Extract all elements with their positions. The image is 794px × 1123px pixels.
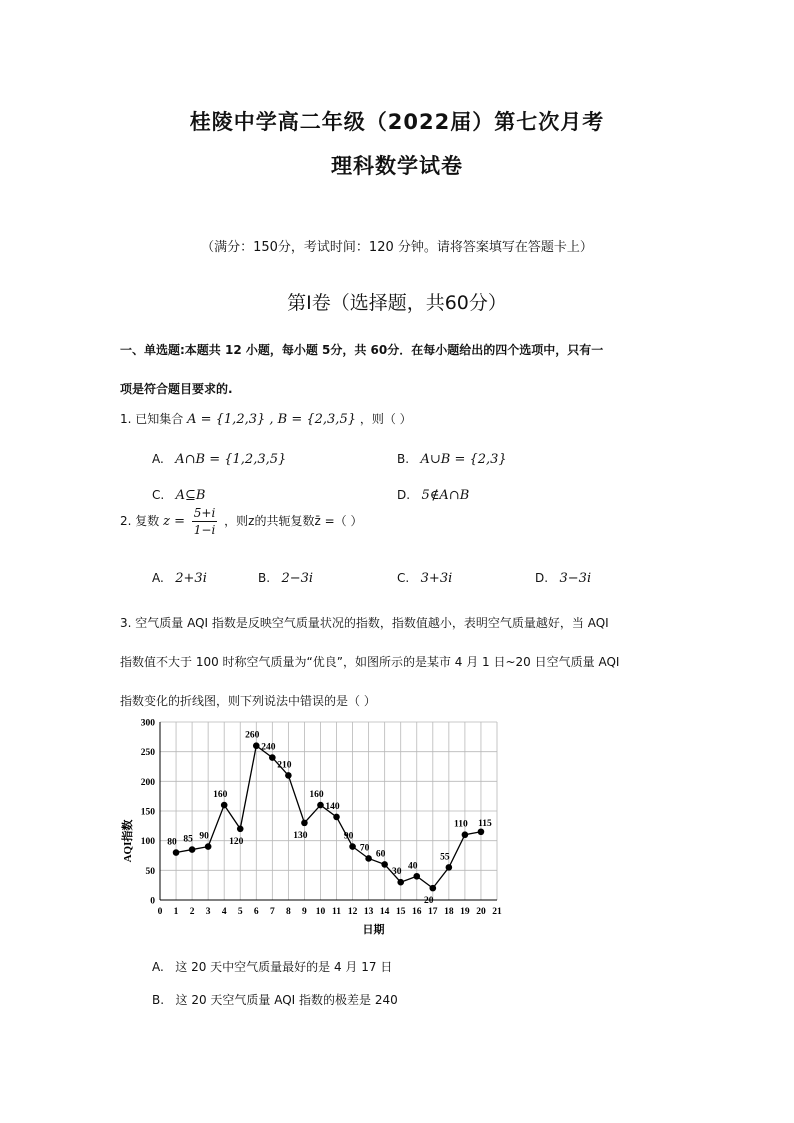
- option-label: D.: [397, 488, 411, 502]
- data-label: 30: [391, 867, 402, 878]
- q2-option-d[interactable]: [535, 571, 591, 586]
- y-tick-label: 250: [140, 748, 155, 759]
- x-tick-label: 14: [379, 907, 390, 917]
- data-label: 140: [325, 801, 340, 812]
- y-tick-label: 300: [140, 718, 155, 729]
- x-tick-label: 19: [460, 907, 470, 917]
- data-label: 90: [199, 831, 209, 842]
- x-tick-label: 9: [302, 907, 307, 917]
- data-label: 110: [454, 819, 468, 830]
- option-text: A∩B = {1,2,3,5}: [175, 452, 287, 467]
- option-label: B.: [258, 571, 271, 585]
- option-text: 这 20 天空气质量 AQI 指数的极差是 240: [175, 993, 398, 1007]
- data-point: [381, 861, 388, 868]
- x-tick-label: 20: [476, 907, 486, 917]
- data-point: [317, 802, 324, 809]
- x-tick-label: 0: [157, 907, 163, 917]
- option-text: A⊆B: [175, 488, 206, 503]
- q1-option-b[interactable]: [397, 452, 507, 467]
- data-point: [173, 849, 180, 856]
- x-tick-label: 21: [492, 907, 502, 917]
- option-text: 3−3i: [559, 571, 592, 586]
- data-point: [462, 831, 469, 838]
- data-label: 120: [229, 836, 244, 847]
- q2-suffix: ，则z的共轭复数z̄ =（ ）: [224, 514, 363, 528]
- x-tick-label: 15: [395, 907, 406, 917]
- data-label: 20: [424, 896, 434, 907]
- data-label: 115: [478, 818, 492, 829]
- section-title: 第Ⅰ卷（选择题，共60分）: [287, 292, 507, 314]
- x-axis-title: 日期: [362, 924, 385, 936]
- q3-line-3: 指数变化的折线图，则下列说法中错误的是（ ）: [120, 694, 376, 708]
- data-point: [253, 742, 260, 749]
- q2-prefix: 2. 复数: [120, 514, 160, 528]
- data-point: [237, 826, 244, 833]
- x-tick-label: 5: [237, 907, 243, 917]
- data-label: 90: [343, 831, 354, 842]
- option-label: A.: [152, 452, 164, 466]
- q2-option-a[interactable]: [152, 571, 207, 586]
- y-tick-label: 50: [145, 866, 155, 877]
- question-2: [120, 505, 362, 538]
- section-instruction-1: 一、单选题:本题共 12 小题，每小题 5分，共 60分．在每小题给出的四个选项中，只有一: [120, 343, 604, 357]
- x-tick-label: 18: [444, 907, 454, 917]
- x-tick-label: 1: [173, 907, 179, 917]
- data-label: 160: [213, 790, 228, 801]
- option-text: 5∉A∩B: [421, 488, 470, 503]
- q1-option-a[interactable]: [152, 452, 286, 467]
- y-axis-title: AQI指数: [122, 819, 134, 863]
- data-label: 130: [293, 830, 308, 841]
- option-label: B.: [397, 452, 410, 466]
- data-label: 260: [245, 730, 260, 741]
- option-text: 2−3i: [281, 571, 314, 586]
- series-line: [176, 746, 481, 888]
- q3-line-1: 3. 空气质量 AQI 指数是反映空气质量状况的指数，指数值越小，表明空气质量越好，当 AQI: [120, 616, 609, 630]
- y-tick-label: 100: [140, 837, 155, 848]
- x-tick-label: 7: [269, 907, 275, 917]
- option-text: 这 20 天中空气质量最好的是 4 月 17 日: [175, 960, 393, 974]
- q1-option-c[interactable]: [152, 488, 206, 503]
- option-text: 3+3i: [420, 571, 453, 586]
- exam-title: 桂陵中学高二年级（2022届）第七次月考: [189, 110, 605, 134]
- data-point: [333, 814, 340, 821]
- option-label: C.: [152, 488, 165, 502]
- x-tick-label: 11: [332, 907, 342, 917]
- x-tick-label: 6: [253, 907, 259, 917]
- data-label: 55: [440, 852, 450, 863]
- q2-denominator: 1−i: [193, 523, 216, 537]
- data-point: [478, 828, 485, 835]
- q2-fraction: [192, 505, 218, 538]
- q1-option-d[interactable]: [397, 488, 469, 503]
- data-point: [205, 843, 212, 850]
- q3-option-b[interactable]: [152, 991, 398, 1008]
- data-point: [269, 754, 276, 761]
- data-point: [301, 820, 308, 827]
- data-label: 160: [309, 790, 324, 801]
- x-tick-label: 3: [205, 907, 211, 917]
- option-label: A.: [152, 960, 164, 974]
- section-instruction-2: 项是符合题目要求的.: [120, 382, 233, 396]
- y-tick-label: 0: [150, 896, 155, 907]
- data-label: 40: [408, 861, 418, 872]
- data-label: 240: [261, 742, 276, 753]
- option-label: A.: [152, 571, 164, 585]
- q2-numerator: 5+i: [193, 506, 216, 520]
- y-tick-label: 200: [140, 777, 155, 788]
- data-point: [446, 864, 453, 871]
- x-tick-label: 10: [315, 907, 326, 917]
- option-label: C.: [397, 571, 410, 585]
- question-1: [120, 410, 412, 427]
- option-label: D.: [535, 571, 549, 585]
- data-point: [413, 873, 420, 880]
- y-tick-label: 150: [140, 807, 155, 818]
- data-point: [285, 772, 292, 779]
- data-label: 85: [183, 834, 193, 845]
- exam-subtitle: 理科数学试卷: [331, 154, 463, 178]
- q3-option-a[interactable]: [152, 958, 392, 975]
- q1-prefix: 1. 已知集合: [120, 412, 184, 426]
- x-tick-label: 13: [363, 907, 374, 917]
- x-tick-label: 17: [428, 907, 438, 917]
- q2-option-b[interactable]: [258, 571, 313, 586]
- data-point: [397, 879, 404, 886]
- x-tick-label: 8: [286, 907, 291, 917]
- data-point: [221, 802, 228, 809]
- q2-z-eq: z =: [163, 514, 185, 529]
- option-text: A∪B = {2,3}: [420, 452, 507, 467]
- aqi-line-chart: [115, 712, 515, 944]
- data-point: [189, 846, 196, 853]
- q1-suffix: ，则（ ）: [359, 412, 412, 426]
- q1-math: A = {1,2,3} , B = {2,3,5}: [187, 412, 356, 427]
- exam-note: （满分：150分，考试时间：120 分钟。请将答案填写在答题卡上）: [201, 240, 593, 255]
- x-tick-label: 4: [221, 907, 227, 917]
- data-label: 60: [375, 849, 386, 860]
- x-tick-label: 12: [347, 907, 358, 917]
- data-point: [365, 855, 372, 862]
- q3-line-2: 指数值不大于 100 时称空气质量为“优良”，如图所示的是某市 4 月 1 日~20 日空气质量 AQI: [120, 655, 620, 669]
- q2-option-c[interactable]: [397, 571, 452, 586]
- data-label: 70: [359, 843, 370, 854]
- x-tick-label: 16: [412, 907, 422, 917]
- data-point: [430, 885, 437, 892]
- data-point: [349, 843, 356, 850]
- option-label: B.: [152, 993, 165, 1007]
- option-text: 2+3i: [175, 571, 207, 586]
- data-label: 210: [277, 760, 292, 771]
- data-label: 80: [167, 837, 177, 848]
- x-tick-label: 2: [189, 907, 195, 917]
